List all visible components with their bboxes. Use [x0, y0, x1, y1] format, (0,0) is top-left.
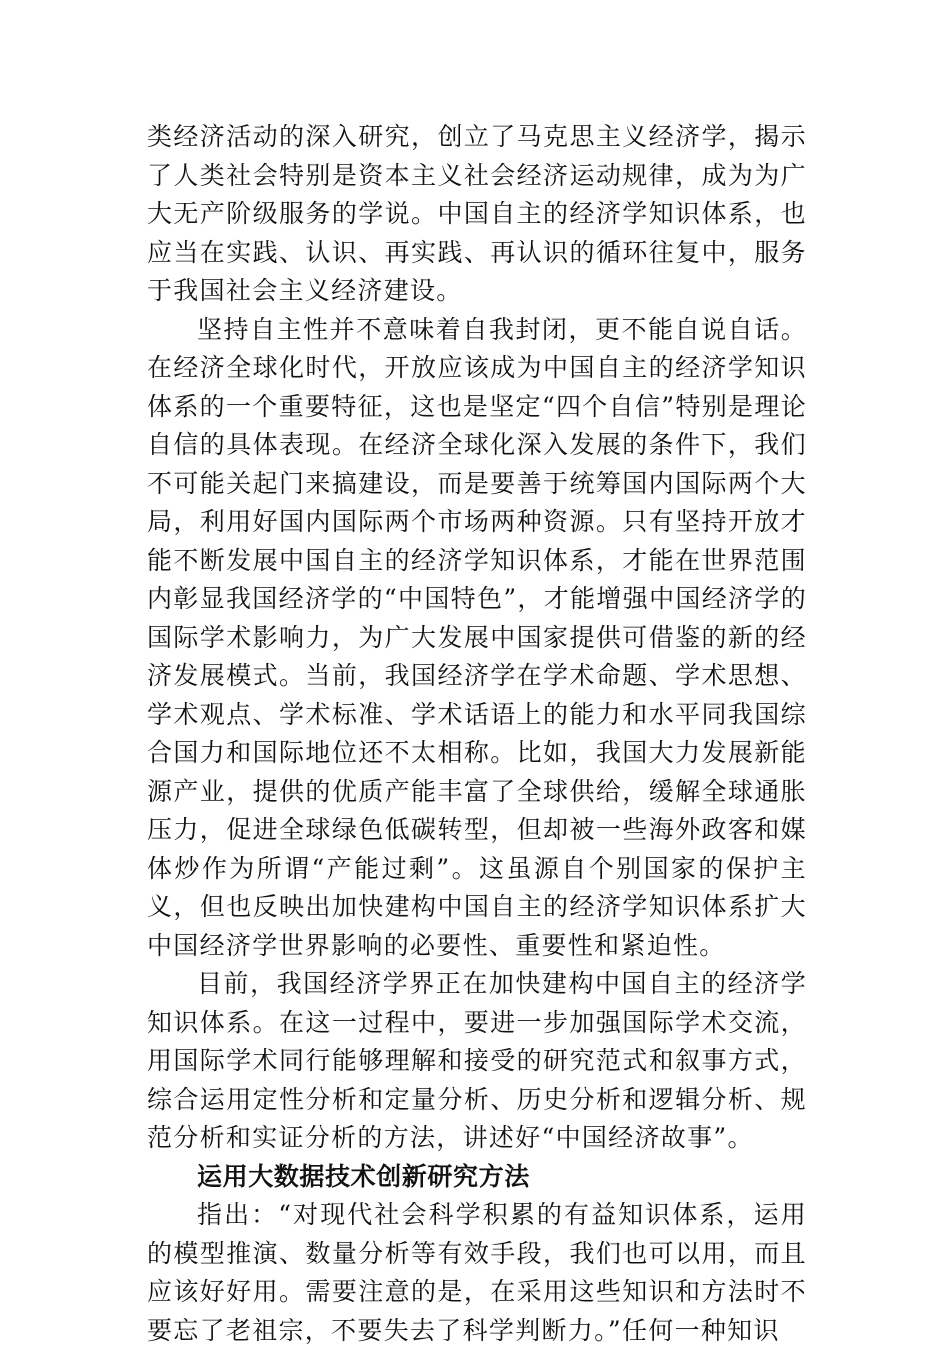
body-paragraph: 目前，我国经济学界正在加快建构中国自主的经济学知识体系。在这一过程中，要进一步加强国际学术交流，用国际学术同行能够理解和接受的研究范式和叙事方式，综合运用定性分析和定量分析、历史分析和逻辑分析、规范分析和实证分析的方法，讲述好“中国经济故事”。: [147, 969, 807, 1152]
body-paragraph: 坚持自主性并不意味着自我封闭，更不能自说自话。在经济全球化时代，开放应该成为中国自主的经济学知识体系的一个重要特征，这也是坚定“四个自信”特别是理论自信的具体表现。在经济全球化深入发展的条件下，我们不可能关起门来搞建设，而是要善于统筹国内国际两个大局，利用好国内国际两个市场两种资源。只有坚持开放才能不断发展中国自主的经济学知识体系，才能在世界范围内彰显我国经济学的“中国特色”，才能增强中国经济学的国际学术影响力，为广大发展中国家提供可借鉴的新的经济发展模式。当前，我国经济学在学术命题、学术思想、学术观点、学术标准、学术话语上的能力和水平同我国综合国力和国际地位还不太相称。比如，我国大力发展新能源产业，提供的优质产能丰富了全球供给，缓解全球通胀压力，促进全球绿色低碳转型，但却被一些海外政客和媒体炒作为所谓“产能过剩”。这虽源自个别国家的保护主义，但也反映出加快建构中国自主的经济学知识体系扩大中国经济学世界影响的必要性、重要性和紧迫性。: [147, 314, 807, 960]
document-page: [147, 118, 807, 1350]
body-paragraph: 指出：“对现代社会科学积累的有益知识体系，运用的模型推演、数量分析等有效手段，我们也可以用，而且应该好好用。需要注意的是，在采用这些知识和方法时不要忘了老祖宗，不要失去了科学判断力。”任何一种知识: [147, 1200, 807, 1345]
section-heading: 运用大数据技术创新研究方法: [197, 1161, 530, 1191]
body-paragraph: 类经济活动的深入研究，创立了马克思主义经济学，揭示了人类社会特别是资本主义社会经济运动规律，成为为广大无产阶级服务的学说。中国自主的经济学知识体系，也应当在实践、认识、再实践、再认识的循环往复中，服务于我国社会主义经济建设。: [147, 122, 807, 305]
